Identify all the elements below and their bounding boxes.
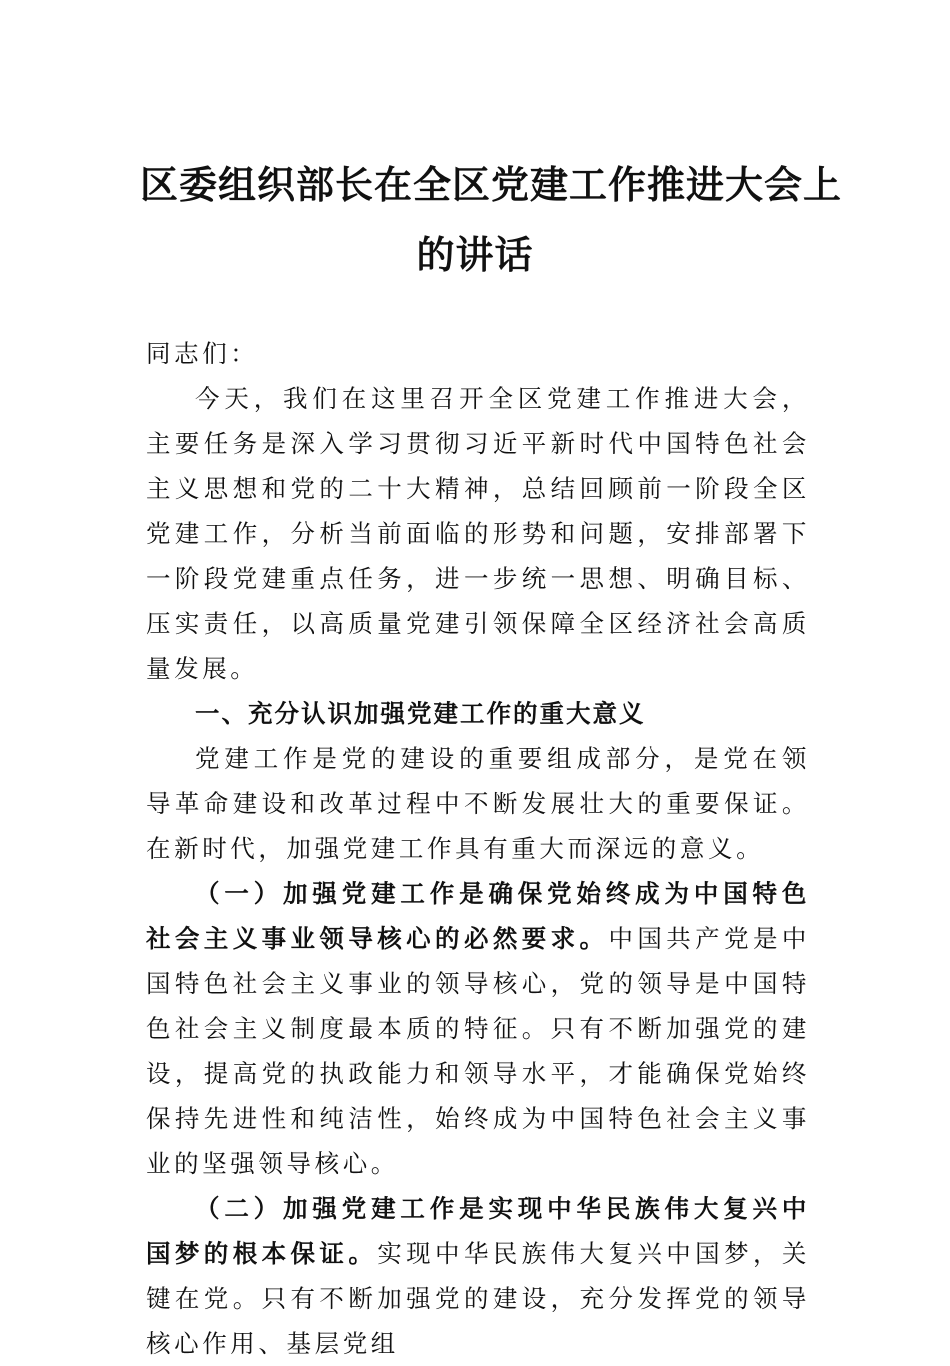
section-1-paragraph: 党建工作是党的建设的重要组成部分，是党在领导革命建设和改革过程中不断发展壮大的重要保证。在新时代，加强党建工作具有重大而深远的意义。	[146, 744, 810, 863]
point-1-lead: （一）加强党建工作是确保党始终成为中国特色社会主义事业领导核心的必然要求。	[146, 879, 810, 953]
intro-paragraph: 今天，我们在这里召开全区党建工作推进大会，主要任务是深入学习贯彻习近平新时代中国特色社会主义思想和党的二十大精神，总结回顾前一阶段全区党建工作，分析当前面临的形势和问题，安排部署下一阶段党建重点任务，进一步统一思想、明确目标、压实责任，以高质量党建引领保障全区经济社会高质量发展。	[146, 384, 810, 683]
document-title-line-1: 区委组织部长在全区党建工作推进大会上	[140, 162, 843, 207]
point-1-paragraph	[146, 871, 810, 1186]
point-2-body: 实现中华民族伟大复兴中国梦，关键在党。只有不断加强党的建设，充分发挥党的领导核心作用、基层党组	[146, 1239, 810, 1358]
salutation: 同志们：	[146, 339, 259, 368]
document-body	[146, 331, 810, 1366]
point-2-lead: （二）加强党建工作是实现中华民族伟大复兴中国梦的根本保证。	[146, 1194, 810, 1268]
section-1-heading: 一、充分认识加强党建工作的重大意义	[195, 699, 646, 728]
point-1-body: 中国共产党是中国特色社会主义事业的领导核心，党的领导是中国特色社会主义制度最本质的特征。只有不断加强党的建设，提高党的执政能力和领导水平，才能确保党始终保持先进性和纯洁性，始终成为中国特色社会主义事业的坚强领导核心。	[146, 924, 810, 1178]
point-2-paragraph	[146, 1186, 810, 1366]
document-title-line-2: 的讲话	[416, 232, 534, 277]
